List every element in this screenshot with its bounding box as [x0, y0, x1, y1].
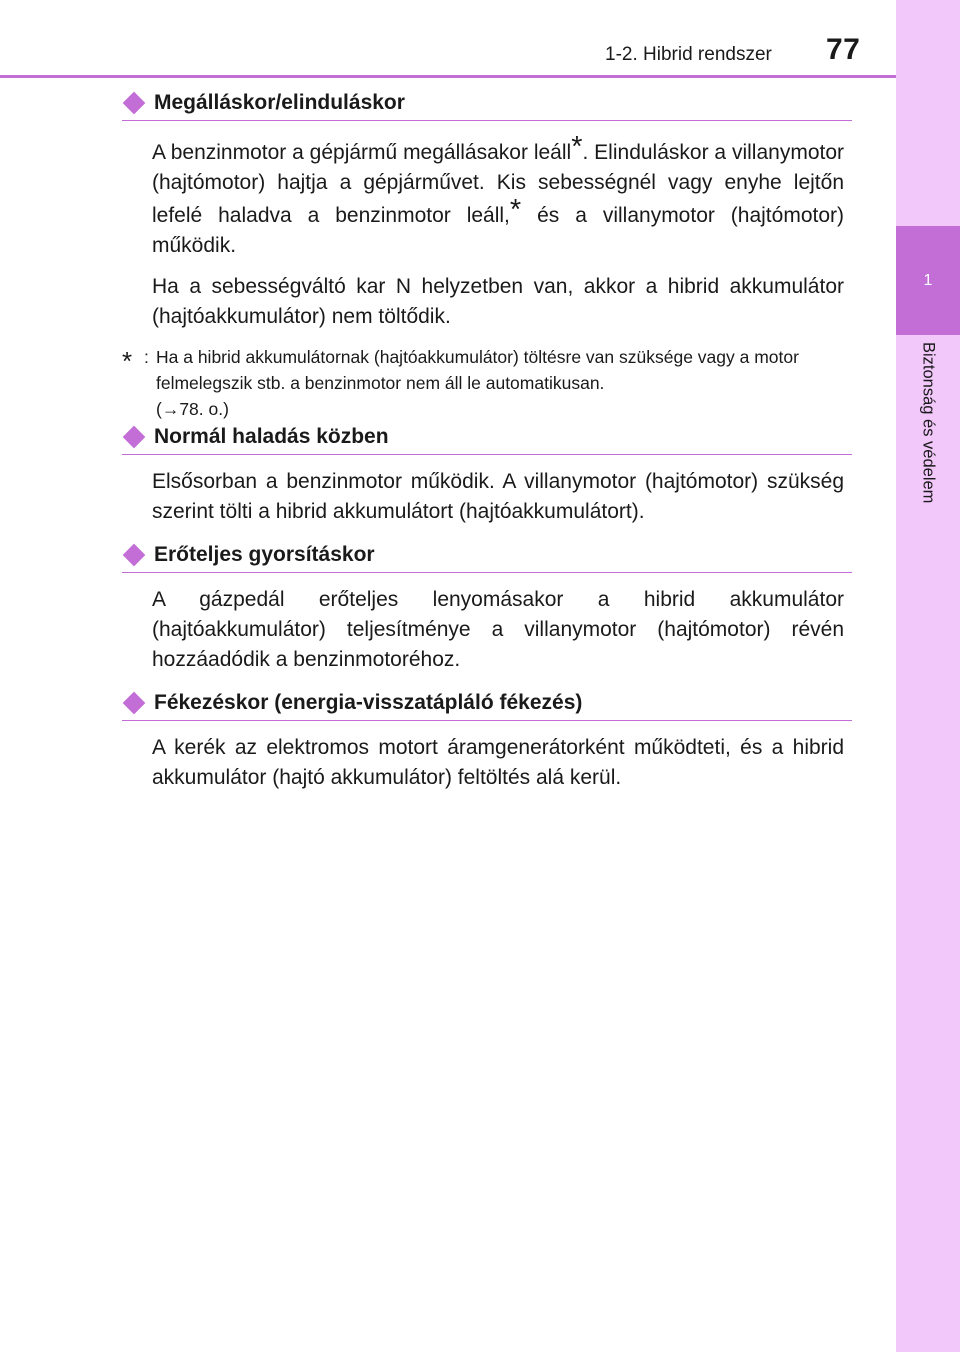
section-heading-text: Fékezéskor (energia-visszatápláló fékezés) — [154, 691, 583, 714]
section-heading-text: Erőteljes gyorsításkor — [154, 543, 375, 566]
section-regenerative-braking — [122, 686, 852, 793]
paragraph-text: és a villanymotor (hajtómotor) működik. — [152, 204, 844, 257]
chapter-side-tab — [896, 0, 960, 1352]
paragraph: A kerék az elektromos motort áramgenerátorként működteti, és a hibrid akkumulátor (hajtó akkumulátor) feltöltés alá kerül. — [152, 736, 844, 789]
section-heading — [122, 538, 852, 573]
paragraph — [122, 131, 852, 261]
paragraph: Elsősorban a benzinmotor működik. A villanymotor (hajtómotor) szükség szerint tölti a hibrid akkumulátort (hajtóakkumulátort). — [152, 470, 844, 523]
asterisk-icon: * — [122, 346, 133, 376]
paragraph-text: A benzinmotor a gépjármű megállásakor leáll — [152, 141, 572, 164]
chapter-number: 1 — [896, 226, 960, 335]
header-divider — [0, 75, 896, 78]
section-heading — [122, 420, 852, 455]
section-stopping-starting — [122, 86, 852, 422]
paragraph: A gázpedál erőteljes lenyomásakor a hibrid akkumulátor (hajtóakkumulátor) teljesítménye a villanymotor (hajtómotor) révén hozzáadódik a benzinmotoréhoz. — [152, 588, 844, 671]
diamond-icon — [123, 426, 146, 449]
diamond-icon — [123, 544, 146, 567]
footnote-text: Ha a hibrid akkumulátornak (hajtóakkumulátor) töltésre van szüksége vagy a motor felmelegszik stb. a benzinmotor nem áll le automatikusan. — [156, 347, 799, 393]
section-strong-acceleration — [122, 538, 852, 675]
page-reference-link[interactable]: (→78. o.) — [156, 399, 229, 419]
section-heading-text: Normál haladás közben — [154, 425, 389, 448]
diamond-icon — [123, 92, 146, 115]
footnote: * : Ha a hibrid akkumulátornak (hajtóakkumulátor) töltésre van szüksége vagy a motor felmelegszik stb. a benzinmotor nem áll le automatikusan. (→78. o.) — [122, 346, 799, 419]
asterisk-icon: * — [571, 131, 583, 163]
page-header — [0, 0, 896, 78]
paragraph-text: . Elinduláskor a villanymotor (hajtómotor) hajtja a gépjárművet. Kis sebességnél vagy enyhe lejtőn lefelé haladva a benzinmotor leáll, — [152, 141, 844, 227]
diamond-icon — [123, 692, 146, 715]
section-title-header: 1-2. Hibrid rendszer — [605, 44, 772, 65]
section-normal-driving — [122, 420, 852, 527]
chapter-title: Biztonság és védelem — [919, 342, 938, 504]
section-heading — [122, 686, 852, 721]
paragraph: Ha a sebességváltó kar N helyzetben van, akkor a hibrid akkumulátor (hajtóakkumulátor) nem töltődik. — [152, 275, 844, 328]
section-heading-text: Megálláskor/elinduláskor — [154, 91, 405, 114]
asterisk-icon: * — [509, 194, 522, 226]
page-number: 77 — [826, 33, 861, 66]
section-heading — [122, 86, 852, 121]
